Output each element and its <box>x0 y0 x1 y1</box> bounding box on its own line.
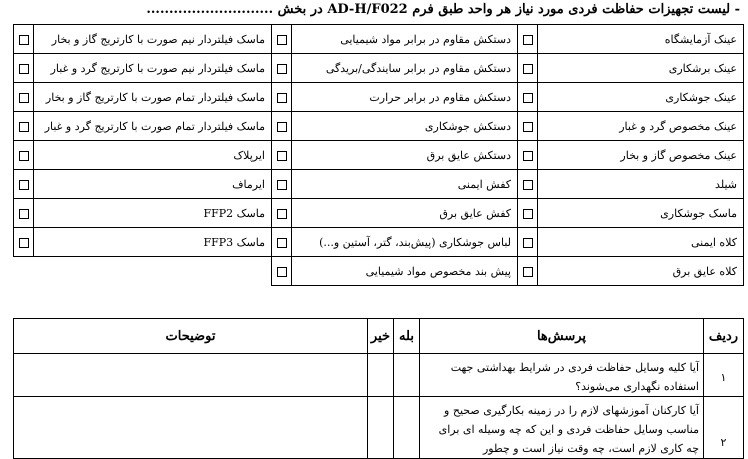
equipment-checkbox-cell <box>14 54 34 83</box>
equipment-checkbox-cell <box>272 54 292 83</box>
checkbox[interactable] <box>277 93 287 103</box>
checkbox[interactable] <box>19 209 29 219</box>
equipment-label: ماسک FFP2 <box>34 199 272 228</box>
equipment-label: کلاه ایمنی <box>538 228 744 257</box>
equipment-label: عینک جوشکاری <box>538 83 744 112</box>
equipment-checkbox-cell <box>518 199 538 228</box>
equipment-label: کفش عایق برق <box>292 199 518 228</box>
equipment-label: عینک آزمایشگاه <box>538 25 744 54</box>
equipment-label: شیلد <box>538 170 744 199</box>
equipment-label: دستکش جوشکاری <box>292 112 518 141</box>
checkbox[interactable] <box>277 151 287 161</box>
no-cell[interactable] <box>368 397 394 459</box>
equipment-checkbox-cell <box>14 83 34 112</box>
equipment-checkbox-cell <box>518 54 538 83</box>
equipment-checkbox-cell <box>272 25 292 54</box>
checkbox[interactable] <box>523 267 533 277</box>
equipment-checkbox-cell <box>518 25 538 54</box>
checkbox[interactable] <box>277 238 287 248</box>
checkbox[interactable] <box>19 151 29 161</box>
equipment-row <box>14 199 744 228</box>
equipment-label: کلاه عایق برق <box>538 257 744 286</box>
equipment-label: دستکش مقاوم در برابر سایندگی/بریدگی <box>292 54 518 83</box>
equipment-checkbox-cell <box>14 170 34 199</box>
checkbox[interactable] <box>523 151 533 161</box>
question-text: آیا کارکنان آموزشهای لازم را در زمینه بکارگیری صحیح و مناسب وسایل حفاظت فردی و این که چه وسیله ای برای چه کاری لازم است، چه وقت نیاز است و چطور <box>420 397 704 459</box>
equipment-label: ماسک فیلتردار نیم صورت با کارتریج گرد و غبار <box>34 54 272 83</box>
checkbox[interactable] <box>523 238 533 248</box>
equipment-row <box>14 228 744 257</box>
equipment-label: لباس جوشکاری (پیش‌بند، گتر، آستین و...) <box>292 228 518 257</box>
checkbox[interactable] <box>277 180 287 190</box>
header-notes: توضیحات <box>14 319 368 354</box>
equipment-label: دستکش مقاوم در برابر مواد شیمیایی <box>292 25 518 54</box>
equipment-label: ماسک جوشکاری <box>538 199 744 228</box>
equipment-row <box>14 141 744 170</box>
equipment-row <box>14 54 744 83</box>
equipment-checkbox-cell <box>272 228 292 257</box>
checkbox[interactable] <box>19 180 29 190</box>
equipment-label: عینک مخصوص گرد و غبار <box>538 112 744 141</box>
equipment-label: ماسک فیلتردار نیم صورت با کارتریج گاز و بخار <box>34 25 272 54</box>
checkbox[interactable] <box>277 209 287 219</box>
checkbox[interactable] <box>19 93 29 103</box>
header-row-number: ردیف <box>704 319 744 354</box>
questions-header-row <box>14 319 744 354</box>
equipment-checkbox-cell <box>518 112 538 141</box>
questions-table <box>13 318 744 459</box>
equipment-checkbox-cell <box>518 228 538 257</box>
notes-cell[interactable] <box>14 354 368 397</box>
checkbox[interactable] <box>19 238 29 248</box>
equipment-label: ایرپلاک <box>34 141 272 170</box>
equipment-label: ایرماف <box>34 170 272 199</box>
checkbox[interactable] <box>523 209 533 219</box>
equipment-checkbox-cell <box>272 257 292 286</box>
checkbox[interactable] <box>523 122 533 132</box>
equipment-checkbox-cell <box>14 112 34 141</box>
equipment-checkbox-cell <box>272 141 292 170</box>
equipment-checkbox-cell <box>272 112 292 141</box>
equipment-checkbox-cell <box>272 170 292 199</box>
checkbox[interactable] <box>523 93 533 103</box>
equipment-checkbox-cell <box>272 199 292 228</box>
checkbox[interactable] <box>277 122 287 132</box>
question-number: ۱ <box>704 354 744 397</box>
checkbox[interactable] <box>19 122 29 132</box>
equipment-label: پیش بند مخصوص مواد شیمیایی <box>292 257 518 286</box>
yes-cell[interactable] <box>394 397 420 459</box>
question-text: آیا کلیه وسایل حفاظت فردی در شرایط بهداشتی جهت استفاده نگهداری می‌شوند؟ <box>420 354 704 397</box>
page-title: - لیست تجهیزات حفاظت فردی مورد نیاز هر واحد طبق فرم AD-H/F022 در بخش ............................ <box>146 2 740 17</box>
question-number: ۲ <box>704 397 744 459</box>
equipment-checkbox-cell <box>518 83 538 112</box>
equipment-checkbox-cell <box>14 25 34 54</box>
header-questions: پرسش‌ها <box>420 319 704 354</box>
equipment-row <box>14 83 744 112</box>
equipment-label: عینک برشکاری <box>538 54 744 83</box>
equipment-label: کفش ایمنی <box>292 170 518 199</box>
equipment-row <box>14 170 744 199</box>
equipment-checkbox-cell <box>14 141 34 170</box>
checkbox[interactable] <box>277 35 287 45</box>
equipment-label: ماسک FFP3 <box>34 228 272 257</box>
equipment-label: دستکش مقاوم در برابر حرارت <box>292 83 518 112</box>
equipment-label: عینک مخصوص گاز و بخار <box>538 141 744 170</box>
yes-cell[interactable] <box>394 354 420 397</box>
equipment-row <box>14 25 744 54</box>
equipment-label: دستکش عایق برق <box>292 141 518 170</box>
equipment-checkbox-cell <box>272 83 292 112</box>
checkbox[interactable] <box>523 35 533 45</box>
equipment-label: ماسک فیلتردار تمام صورت با کارتریج گاز و بخار <box>34 83 272 112</box>
header-no: خیر <box>368 319 394 354</box>
equipment-label: ماسک فیلتردار تمام صورت با کارتریج گرد و غبار <box>34 112 272 141</box>
checkbox[interactable] <box>523 64 533 74</box>
empty-cell <box>34 257 272 286</box>
header-yes: بله <box>394 319 420 354</box>
checkbox[interactable] <box>277 64 287 74</box>
checkbox[interactable] <box>19 35 29 45</box>
equipment-checkbox-cell <box>14 228 34 257</box>
question-row <box>14 397 744 459</box>
checkbox[interactable] <box>523 180 533 190</box>
equipment-row <box>14 257 744 286</box>
equipment-row <box>14 112 744 141</box>
notes-cell[interactable] <box>14 397 368 459</box>
equipment-checkbox-cell <box>14 199 34 228</box>
equipment-checkbox-cell <box>518 141 538 170</box>
checkbox[interactable] <box>277 267 287 277</box>
question-row <box>14 354 744 397</box>
equipment-checklist-table <box>13 24 744 286</box>
checkbox[interactable] <box>19 64 29 74</box>
no-cell[interactable] <box>368 354 394 397</box>
empty-cell <box>14 257 34 286</box>
equipment-checkbox-cell <box>518 170 538 199</box>
equipment-checkbox-cell <box>518 257 538 286</box>
